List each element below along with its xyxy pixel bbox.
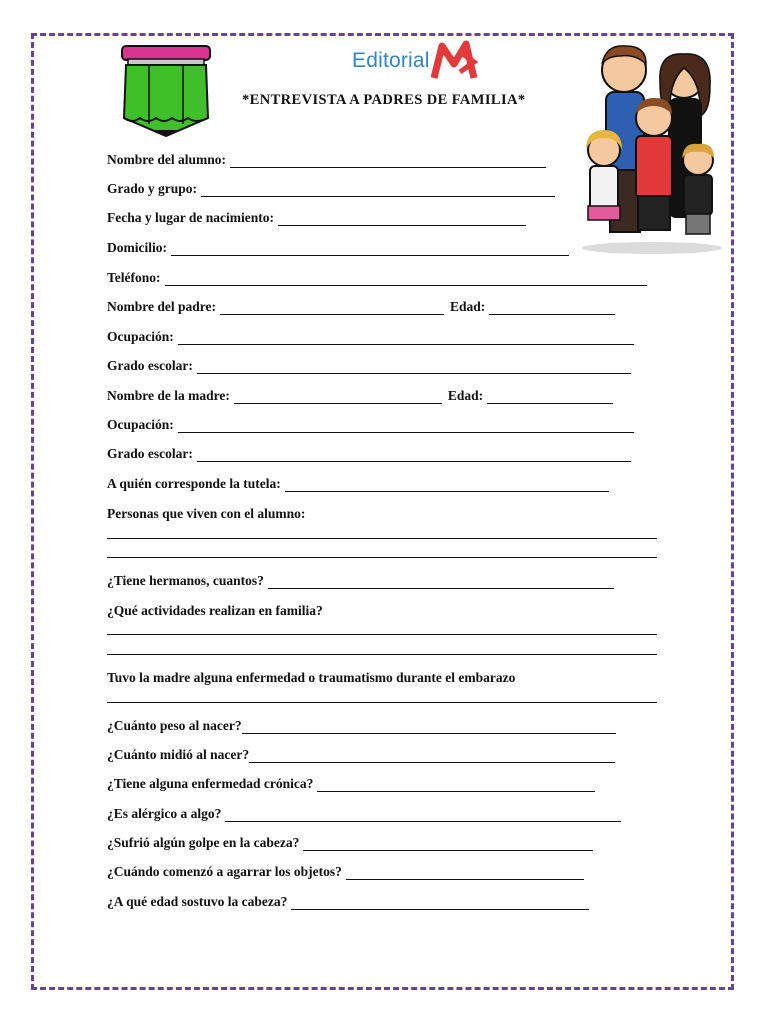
answer-line[interactable] — [107, 538, 657, 539]
field-label-edad: Edad: — [447, 388, 484, 403]
field-label: ¿Tiene hermanos, cuantos? — [107, 573, 264, 588]
field-label: ¿Qué actividades realizan en familia? — [107, 603, 323, 618]
field-fecha-lugar — [107, 208, 526, 226]
answer-line[interactable] — [303, 836, 593, 851]
answer-line[interactable] — [291, 895, 589, 910]
field-cronica — [107, 774, 595, 792]
field-label: Grado y grupo: — [107, 181, 198, 196]
field-golpe — [107, 833, 593, 851]
field-domicilio — [107, 238, 569, 256]
logo-text: Editorial — [352, 49, 430, 72]
field-label: Grado escolar: — [107, 358, 193, 373]
field-objetos — [107, 862, 584, 880]
field-label: ¿Cuándo comenzó a agarrar los objetos? — [107, 864, 342, 879]
field-label: ¿Es alérgico a algo? — [107, 806, 222, 821]
answer-line[interactable] — [107, 702, 657, 703]
answer-line[interactable] — [234, 389, 442, 404]
field-hermanos — [107, 571, 614, 589]
field-actividades — [107, 601, 323, 619]
field-personas — [107, 504, 305, 522]
field-label: Nombre del alumno: — [107, 152, 227, 167]
answer-line[interactable] — [487, 389, 613, 404]
field-alergico — [107, 804, 621, 822]
field-nombre-madre — [107, 386, 613, 404]
field-label-edad: Edad: — [450, 299, 486, 314]
answer-line[interactable] — [278, 211, 526, 226]
answer-line[interactable] — [197, 447, 631, 462]
answer-line[interactable] — [165, 271, 647, 286]
field-label: ¿Tiene alguna enfermedad crónica? — [107, 776, 314, 791]
field-embarazo — [107, 668, 515, 686]
field-label: Ocupación: — [107, 417, 174, 432]
answer-line[interactable] — [249, 748, 615, 763]
field-label: Domicilio: — [107, 240, 167, 255]
answer-line[interactable] — [201, 182, 555, 197]
answer-line[interactable] — [178, 330, 634, 345]
field-peso — [107, 716, 616, 734]
field-nombre-alumno — [107, 150, 546, 168]
answer-line[interactable] — [285, 477, 609, 492]
field-grado-escolar-madre — [107, 444, 631, 462]
field-grado-grupo — [107, 179, 555, 197]
field-label: Nombre del padre: — [107, 299, 216, 314]
field-label: Ocupación: — [107, 329, 174, 344]
answer-line[interactable] — [268, 574, 614, 589]
field-ocupacion-padre — [107, 327, 634, 345]
answer-line[interactable] — [346, 865, 584, 880]
field-tutela — [107, 474, 609, 492]
answer-line[interactable] — [230, 153, 546, 168]
field-label: Personas que viven con el alumno: — [107, 506, 306, 521]
answer-line[interactable] — [220, 300, 444, 315]
field-label: Nombre de la madre: — [107, 388, 230, 403]
answer-line[interactable] — [107, 634, 657, 635]
answer-line[interactable] — [489, 300, 615, 315]
answer-line[interactable] — [178, 418, 634, 433]
field-telefono — [107, 268, 647, 286]
field-label: A quién corresponde la tutela: — [107, 476, 281, 491]
field-label: ¿Cuánto peso al nacer? — [107, 718, 242, 733]
field-ocupacion-madre — [107, 415, 634, 433]
field-label: ¿Sufrió algún golpe en la cabeza? — [107, 835, 300, 850]
field-label: Grado escolar: — [107, 446, 193, 461]
answer-line[interactable] — [197, 359, 631, 374]
answer-line[interactable] — [107, 654, 657, 655]
field-label: Teléfono: — [107, 270, 161, 285]
page-title: *ENTREVISTA A PADRES DE FAMILIA* — [242, 92, 526, 108]
field-nombre-padre — [107, 297, 615, 315]
field-label: ¿A qué edad sostuvo la cabeza? — [107, 894, 288, 909]
answer-line[interactable] — [317, 777, 595, 792]
field-midio — [107, 745, 615, 763]
field-label: ¿Cuánto midió al nacer? — [107, 747, 250, 762]
field-label: Fecha y lugar de nacimiento: — [107, 210, 274, 225]
field-grado-escolar-padre — [107, 356, 631, 374]
answer-line[interactable] — [171, 241, 569, 256]
answer-line[interactable] — [107, 557, 657, 558]
field-cabeza — [107, 892, 589, 910]
field-label: Tuvo la madre alguna enfermedad o traumatismo durante el embarazo — [107, 670, 516, 685]
answer-line[interactable] — [225, 807, 621, 822]
answer-line[interactable] — [242, 719, 616, 734]
